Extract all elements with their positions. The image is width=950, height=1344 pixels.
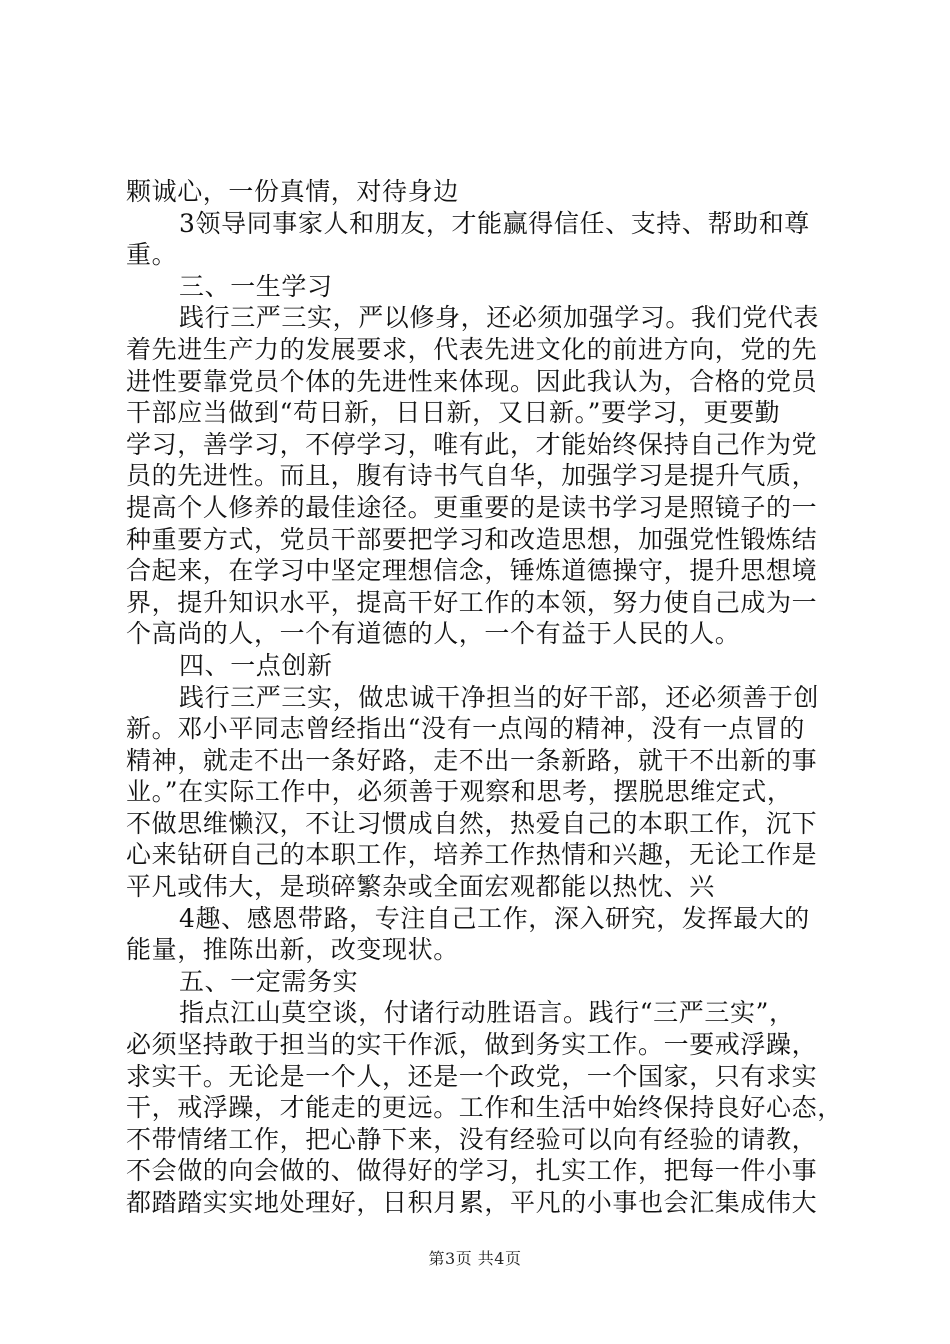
text-line: 能量，推陈出新，改变现状。: [126, 935, 459, 965]
text-line: 着先进生产力的发展要求，代表先进文化的前进方向，党的先: [126, 334, 818, 364]
text-line: 新。邓小平同志曾经指出“没有一点闯的精神，没有一点冒的: [126, 714, 805, 744]
text-line: 合起来，在学习中坚定理想信念，锤炼道德操守，提升思想境: [126, 556, 818, 586]
text-line: 学习，善学习，不停学习，唯有此，才能始终保持自己作为党: [126, 429, 818, 459]
text-line: 践行三严三实，严以修身，还必须加强学习。我们党代表: [179, 303, 820, 333]
text-line: 颗诚心，一份真情，对待身边: [126, 177, 459, 206]
text-line: 五、一定需务实: [179, 966, 359, 996]
text-line: 业。”在实际工作中，必须善于观察和思考，摆脱思维定式，: [126, 777, 793, 807]
text-line: 提高个人修养的最佳途径。更重要的是读书学习是照镜子的一: [126, 492, 818, 522]
text-line: 四、一点创新: [179, 650, 333, 680]
text-line: 种重要方式，党员干部要把学习和改造思想，加强党性锻炼结: [126, 524, 818, 554]
text-line: 个高尚的人，一个有道德的人，一个有益于人民的人。: [126, 619, 741, 649]
text-line: 指点江山莫空谈，付诸行动胜语言。践行“三严三实”，: [179, 998, 795, 1028]
page-footer: 第3页 共4页: [428, 1249, 522, 1268]
text-line: 干部应当做到“苟日新，日日新，又日新。”要学习，更要勤: [126, 398, 781, 428]
text-line: 都踏踏实实地处理好，日积月累，平凡的小事也会汇集成伟大: [126, 1188, 818, 1217]
text-line: 不做思维懒汉，不让习惯成自然，热爱自己的本职工作，沉下: [126, 808, 818, 838]
text-line: 必须坚持敢于担当的实干作派，做到务实工作。一要戒浮躁，: [126, 1030, 818, 1060]
text-line: 干，戒浮躁，才能走的更远。工作和生活中始终保持良好心态，: [126, 1093, 843, 1123]
text-line: 3领导同事家人和朋友，才能赢得信任、支持、帮助和尊: [179, 208, 810, 238]
text-line: 三、一生学习: [179, 271, 333, 301]
text-line: 不带情绪工作，把心静下来，没有经验可以向有经验的请教，: [126, 1124, 818, 1154]
text-line: 求实干。无论是一个人，还是一个政党，一个国家，只有求实: [126, 1061, 818, 1091]
text-line: 4趣、感恩带路，专注自己工作，深入研究，发挥最大的: [179, 903, 810, 933]
text-line: 平凡或伟大，是琐碎繁杂或全面宏观都能以热忱、兴: [126, 872, 715, 902]
text-line: 践行三严三实，做忠诚干净担当的好干部，还必须善于创: [179, 682, 820, 712]
document-body: [126, 176, 846, 1219]
text-line: 员的先进性。而且，腹有诗书气自华，加强学习是提升气质，: [126, 461, 818, 491]
text-line: 精神，就走不出一条好路，走不出一条新路，就干不出新的事: [126, 745, 818, 775]
text-line: 界，提升知识水平，提高干好工作的本领，努力使自己成为一: [126, 587, 818, 617]
text-line: 心来钻研自己的本职工作，培养工作热情和兴趣，无论工作是: [126, 840, 818, 870]
text-line: 进性要靠党员个体的先进性来体现。因此我认为，合格的党员: [126, 366, 818, 396]
text-line: 不会做的向会做的、做得好的学习，扎实工作，把每一件小事: [126, 1156, 818, 1186]
text-line: 重。: [126, 240, 178, 270]
